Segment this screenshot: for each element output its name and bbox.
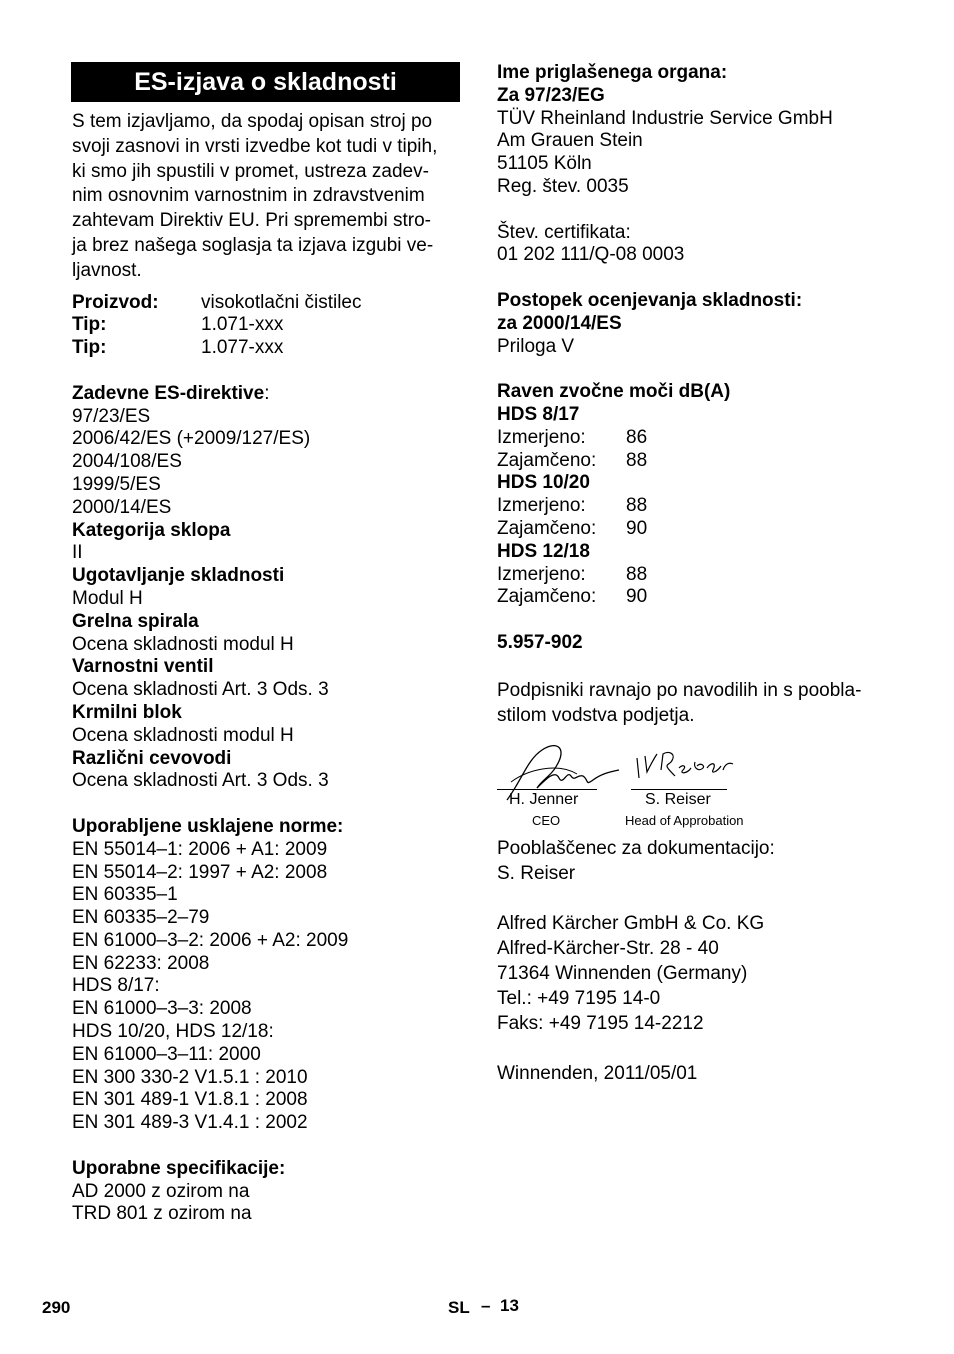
notified-line: TÜV Rheinland Industrie Service GmbH — [497, 107, 833, 129]
procedure-value: Priloga V — [497, 335, 575, 357]
page-title: ES-izjava o skladnosti — [71, 62, 460, 102]
section-heading: Krmilni blok — [72, 701, 182, 723]
directive-item: 1999/5/ES — [72, 473, 161, 495]
norm-item: EN 55014–1: 2006 + A1: 2009 — [72, 838, 328, 860]
procedure-subheading: za 2000/14/ES — [497, 312, 622, 334]
directive-item: 2006/42/ES (+2009/127/ES) — [72, 428, 311, 450]
section-heading: Različni cevovodi — [72, 747, 232, 769]
sound-model: HDS 12/18 — [497, 540, 590, 562]
type-row — [72, 314, 462, 337]
sound-row-measured — [497, 495, 917, 518]
directive-item: 97/23/ES — [72, 405, 151, 427]
directive-item: 2004/108/ES — [72, 451, 182, 473]
guaranteed-label: Zajamčeno: — [497, 586, 597, 608]
type-key: Tip: — [72, 337, 107, 359]
section-heading: Ugotavljanje skladnosti — [72, 565, 285, 587]
notified-subheading: Za 97/23/EG — [497, 84, 605, 106]
sound-row-guaranteed — [497, 450, 917, 473]
product-value: visokotlačni čistilec — [201, 291, 362, 313]
measured-label: Izmerjeno: — [497, 495, 586, 517]
section-heading: Varnostni ventil — [72, 656, 214, 678]
sound-heading: Raven zvočne moči dB(A) — [497, 381, 731, 403]
norm-item: EN 60335–2–79 — [72, 907, 210, 929]
right-column — [497, 62, 917, 1086]
signatory-note: Podpisniki ravnajo po navodilih in s poobla- stilom vodstva podjetja. — [497, 679, 862, 726]
guaranteed-label: Zajamčeno: — [497, 449, 597, 471]
norm-item: EN 301 489-3 V1.4.1 : 2002 — [72, 1112, 308, 1134]
norm-item: HDS 8/17: — [72, 975, 160, 997]
notified-heading: Ime priglašenega organa: — [497, 62, 728, 83]
signature-area — [497, 736, 857, 836]
norm-item: EN 61000–3–3: 2008 — [72, 998, 252, 1020]
place-date: Winnenden, 2011/05/01 — [497, 1062, 698, 1084]
type-row — [72, 337, 462, 360]
product-block — [72, 292, 462, 360]
sound-row-measured — [497, 564, 917, 587]
section-value: Ocena skladnosti Art. 3 Ods. 3 — [72, 679, 329, 701]
doc-representative-label: Pooblaščenec za dokumentacijo: — [497, 837, 775, 859]
procedure-heading: Postopek ocenjevanja skladnosti: — [497, 289, 803, 311]
directives-heading-text: Zadevne ES-direktive — [72, 382, 265, 404]
directives-heading — [72, 383, 462, 406]
norm-item: EN 60335–1 — [72, 884, 178, 906]
footer-dash: – — [481, 1296, 491, 1315]
norm-item: EN 62233: 2008 — [72, 952, 210, 974]
reiser-signature — [637, 752, 733, 778]
certificate-label: Štev. certifikata: — [497, 221, 631, 243]
measured-value: 86 — [626, 426, 648, 448]
company-line: Faks: +49 7195 14-2212 — [497, 1012, 704, 1034]
guaranteed-value: 88 — [626, 449, 648, 471]
norm-item: EN 300 330-2 V1.5.1 : 2010 — [72, 1066, 308, 1088]
guaranteed-value: 90 — [626, 586, 648, 608]
norm-item: HDS 10/20, HDS 12/18: — [72, 1021, 274, 1043]
measured-label: Izmerjeno: — [497, 563, 586, 585]
notified-line: 51105 Köln — [497, 153, 592, 175]
section-value: Ocena skladnosti Art. 3 Ods. 3 — [72, 770, 329, 792]
section-heading: Grelna spirala — [72, 610, 199, 632]
section-heading: Kategorija sklopa — [72, 519, 231, 541]
measured-value: 88 — [626, 495, 648, 517]
norm-item: EN 61000–3–2: 2006 + A2: 2009 — [72, 929, 349, 951]
guaranteed-label: Zajamčeno: — [497, 517, 597, 539]
sub-page-number: 13 — [500, 1296, 519, 1315]
language-code: SL — [448, 1298, 470, 1317]
left-column — [72, 62, 462, 1226]
product-key: Proizvod: — [72, 291, 159, 313]
company-line: 71364 Winnenden (Germany) — [497, 962, 748, 984]
company-line: Tel.: +49 7195 14-0 — [497, 987, 661, 1009]
signer-role: CEO — [532, 812, 561, 828]
specs-heading: Uporabne specifikacije: — [72, 1157, 286, 1179]
product-row — [72, 292, 462, 315]
sound-row-guaranteed — [497, 518, 917, 541]
intro-paragraph: S tem izjavljamo, da spodaj opisan stroj po svoji zasnovi in vrsti izvedbe kot tudi v tipih, ki smo jih spustili v promet, ustreza zadev- nim osnovnim varnostnim in zdravstvenim zahtevam Direktiv EU. Pri spremembi stro- ja brez našega soglasja ta izjava izgubi ve- ljavnost. — [72, 111, 438, 281]
type-value: 1.071-xxx — [201, 314, 284, 336]
signer-role: Head of Approbation — [625, 812, 744, 828]
directive-item: 2000/14/ES — [72, 496, 172, 518]
measured-value: 88 — [626, 563, 648, 585]
sound-row-guaranteed — [497, 586, 917, 609]
company-line: Alfred-Kärcher-Str. 28 - 40 — [497, 937, 719, 959]
norm-item: EN 55014–2: 1997 + A2: 2008 — [72, 861, 328, 883]
type-value: 1.077-xxx — [201, 337, 284, 359]
norm-item: EN 301 489-1 V1.8.1 : 2008 — [72, 1089, 308, 1111]
norm-item: EN 61000–3–11: 2000 — [72, 1043, 261, 1065]
doc-representative-name: S. Reiser — [497, 862, 576, 884]
document-number: 5.957-902 — [497, 631, 583, 653]
section-value: II — [72, 542, 83, 564]
page-number: 290 — [42, 1298, 71, 1317]
directives-heading-colon: : — [264, 382, 270, 404]
signer-name: S. Reiser — [645, 790, 711, 808]
spec-item: AD 2000 z ozirom na — [72, 1180, 250, 1202]
section-value: Ocena skladnosti modul H — [72, 724, 294, 746]
sound-row-measured — [497, 427, 917, 450]
company-line: Alfred Kärcher GmbH & Co. KG — [497, 912, 765, 934]
notified-line: Am Grauen Stein — [497, 130, 643, 152]
section-value: Modul H — [72, 587, 143, 609]
sound-model: HDS 8/17 — [497, 403, 580, 425]
notified-line: Reg. štev. 0035 — [497, 175, 629, 197]
section-value: Ocena skladnosti modul H — [72, 633, 294, 655]
measured-label: Izmerjeno: — [497, 426, 586, 448]
certificate-number: 01 202 111/Q-08 0003 — [497, 244, 685, 266]
guaranteed-value: 90 — [626, 517, 648, 539]
sound-model: HDS 10/20 — [497, 472, 590, 494]
norms-heading: Uporabljene usklajene norme: — [72, 815, 344, 837]
type-key: Tip: — [72, 314, 107, 336]
spec-item: TRD 801 z ozirom na — [72, 1203, 252, 1225]
signer-name: H. Jenner — [509, 790, 579, 808]
